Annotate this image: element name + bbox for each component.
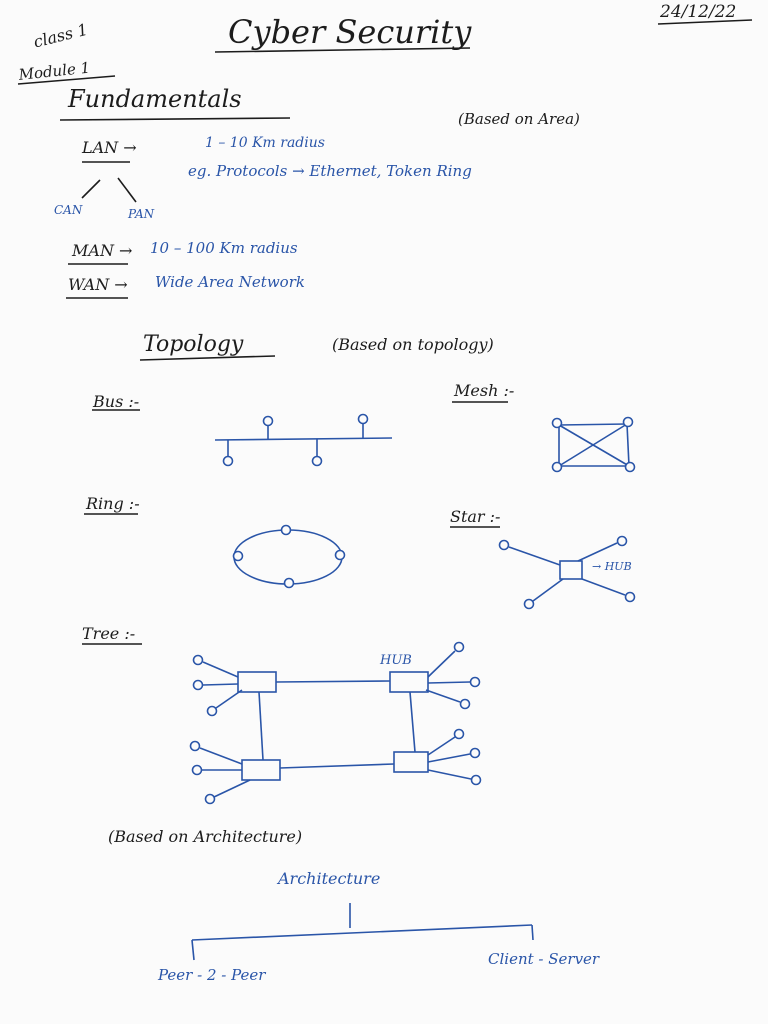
lan-label: LAN → bbox=[82, 138, 137, 157]
page-title: Cyber Security bbox=[228, 13, 472, 51]
black-underlines bbox=[18, 20, 752, 644]
date-label: 24/12/22 bbox=[660, 2, 737, 22]
wan-label: WAN → bbox=[68, 275, 128, 294]
architecture-peer-2-peer: Peer - 2 - Peer bbox=[158, 966, 266, 984]
mesh-label: Mesh :- bbox=[454, 381, 515, 400]
bus-label: Bus :- bbox=[93, 392, 140, 411]
can-branch bbox=[82, 180, 100, 198]
lan-radius: 1 – 10 Km radius bbox=[205, 135, 325, 151]
man-label: MAN → bbox=[72, 241, 133, 260]
ring-diagram bbox=[234, 526, 345, 588]
architecture-note: (Based on Architecture) bbox=[108, 827, 303, 846]
ring-label: Ring :- bbox=[86, 494, 140, 513]
mesh-diagram bbox=[553, 418, 635, 472]
topology-heading: Topology bbox=[143, 332, 244, 357]
bus-diagram bbox=[215, 415, 392, 466]
pan-label: PAN bbox=[128, 207, 155, 221]
module-label: Module 1 bbox=[17, 58, 91, 84]
man-text: 10 – 100 Km radius bbox=[150, 239, 298, 257]
class-label: class 1 bbox=[31, 19, 90, 52]
architecture-client-server: Client - Server bbox=[488, 950, 600, 968]
pan-branch bbox=[118, 178, 136, 202]
topology-note: (Based on topology) bbox=[332, 335, 494, 354]
tree-hub-label: HUB bbox=[380, 653, 412, 668]
fundamentals-heading: Fundamentals bbox=[68, 85, 242, 113]
tree-label: Tree :- bbox=[82, 624, 136, 643]
star-hub-label: → HUB bbox=[592, 560, 632, 573]
lan-protocols: eg. Protocols → Ethernet, Token Ring bbox=[188, 162, 472, 180]
architecture-root: Architecture bbox=[278, 869, 381, 888]
architecture-tree bbox=[192, 903, 533, 960]
tree-diagram bbox=[191, 643, 481, 804]
fundamentals-underline bbox=[60, 118, 290, 120]
area-note: (Based on Area) bbox=[458, 110, 580, 128]
wan-text: Wide Area Network bbox=[155, 273, 305, 291]
blue-drawings bbox=[191, 415, 635, 961]
can-label: CAN bbox=[54, 203, 83, 217]
star-label: Star :- bbox=[450, 507, 501, 526]
